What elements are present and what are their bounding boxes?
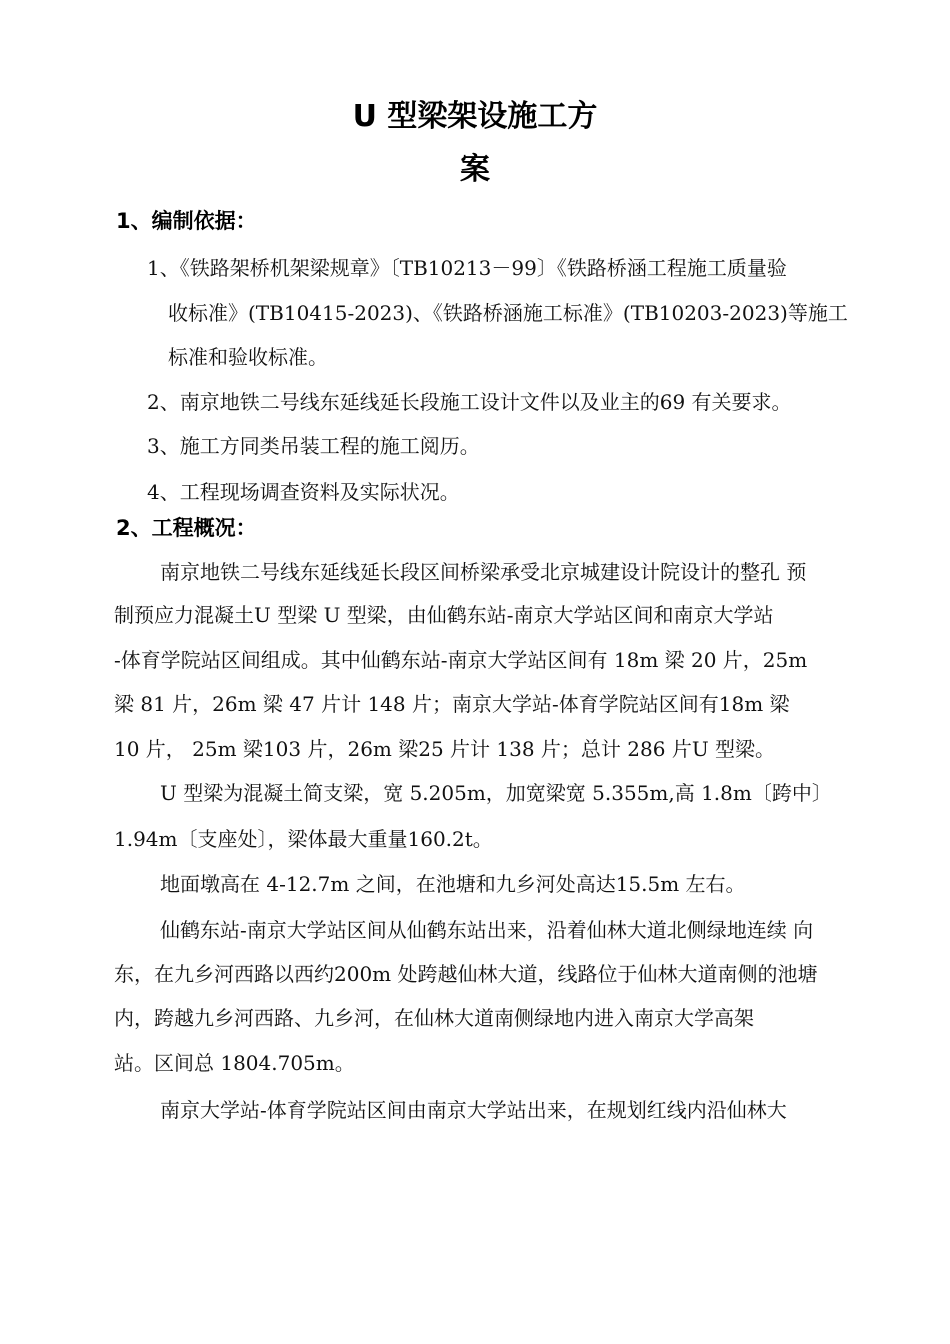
basis-item-1-line-1: 1、《铁路架桥机架梁规章》〔TB10213－99〕《铁路桥涵工程施工质量验 — [147, 256, 787, 280]
overview-paragraph-1-line-3: -体育学院站区间组成。其中仙鹤东站-南京大学站区间有 18m 梁 20 片，25m — [114, 648, 808, 672]
overview-paragraph-4-line-3: 内，跨越九乡河西路、九乡河，在仙林大道南侧绿地内进入南京大学高架 — [114, 1006, 754, 1030]
section-1-heading: 1、编制依据： — [116, 209, 257, 233]
section-2-heading: 2、工程概况： — [116, 516, 257, 540]
overview-paragraph-1-line-5: 10 片， 25m 梁103 片，26m 梁25 片计 138 片；总计 286 片U 型梁。 — [114, 737, 776, 761]
overview-paragraph-4-line-4: 站。区间总 1804.705m。 — [114, 1051, 355, 1075]
overview-paragraph-5-line-1: 南京大学站-体育学院站区间由南京大学站出来，在规划红线内沿仙林大 — [160, 1098, 787, 1122]
overview-paragraph-3: 地面墩高在 4-12.7m 之间，在池塘和九乡河处高达15.5m 左右。 — [160, 872, 746, 896]
overview-paragraph-1-line-2: 制预应力混凝土U 型梁 U 型梁，由仙鹤东站-南京大学站区间和南京大学站 — [114, 603, 774, 627]
basis-item-2: 2、南京地铁二号线东延线延长段施工设计文件以及业主的69 有关要求。 — [147, 390, 792, 414]
overview-paragraph-2-line-1: U 型梁为混凝土简支梁，宽 5.205m，加宽梁宽 5.355m,高 1.8m〔跨中〕 — [160, 781, 832, 805]
document-title-line-1: U 型梁架设施工方 — [352, 99, 598, 134]
basis-item-1-line-3: 标准和验收标准。 — [168, 345, 328, 369]
overview-paragraph-2-line-2: 1.94m〔支座处〕，梁体最大重量160.2t。 — [114, 827, 493, 851]
basis-item-1-line-2: 收标准》(TB10415-2023)、《铁路桥涵施工标准》(TB10203-2023)等施工 — [168, 301, 848, 325]
overview-paragraph-4-line-1: 仙鹤东站-南京大学站区间从仙鹤东站出来，沿着仙林大道北侧绿地连续 向 — [160, 918, 814, 942]
overview-paragraph-4-line-2: 东，在九乡河西路以西约200m 处跨越仙林大道，线路位于仙林大道南侧的池塘 — [114, 962, 818, 986]
document-title-line-2: 案 — [460, 152, 490, 187]
overview-paragraph-1-line-4: 梁 81 片，26m 梁 47 片计 148 片；南京大学站-体育学院站区间有18m 梁 — [114, 692, 790, 716]
basis-item-4: 4、工程现场调查资料及实际状况。 — [147, 480, 460, 504]
overview-paragraph-1-line-1: 南京地铁二号线东延线延长段区间桥梁承受北京城建设计院设计的整孔 预 — [160, 560, 807, 584]
basis-item-3: 3、施工方同类吊装工程的施工阅历。 — [147, 434, 480, 458]
